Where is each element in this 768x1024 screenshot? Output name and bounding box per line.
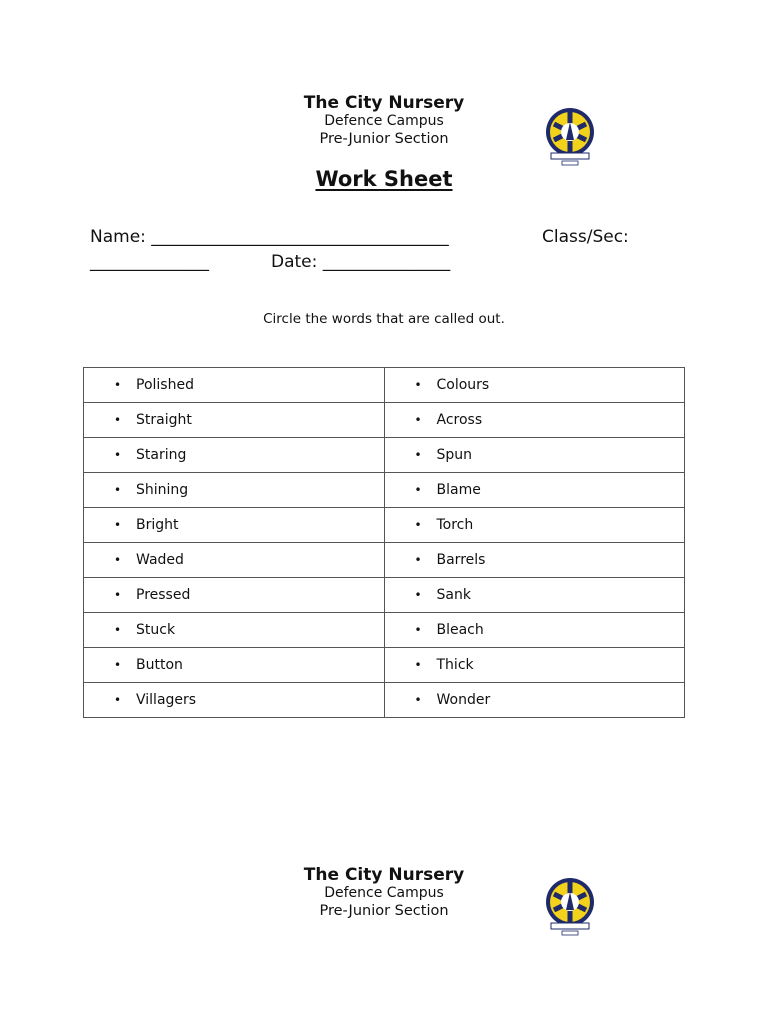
date-line: [271, 251, 450, 273]
table-cell: [84, 543, 385, 578]
bullet-icon: •: [114, 693, 122, 707]
instruction-text: Circle the words that are called out.: [263, 311, 505, 327]
class-blank: ______________: [90, 252, 209, 272]
word-item: Sank: [436, 587, 471, 603]
word-item: Bright: [136, 517, 179, 533]
word-item: Barrels: [436, 552, 486, 568]
worksheet-title: [234, 165, 534, 193]
word-item: Villagers: [136, 692, 197, 708]
bullet-icon: •: [414, 693, 422, 707]
name-blank: ___________________________________: [151, 227, 449, 247]
class-label: Class/Sec:: [542, 227, 629, 247]
table-cell: [84, 578, 385, 613]
table-cell: [384, 368, 685, 403]
table-row: [84, 578, 685, 613]
table-row: [84, 473, 685, 508]
bullet-icon: •: [114, 623, 122, 637]
table-cell: [84, 438, 385, 473]
bullet-icon: •: [414, 658, 422, 672]
table-row: [84, 438, 685, 473]
bullet-icon: •: [414, 448, 422, 462]
word-item: Staring: [136, 447, 187, 463]
table-row: [84, 368, 685, 403]
bullet-icon: •: [114, 448, 122, 462]
table-cell: [384, 508, 685, 543]
school-logo-bottom: [544, 876, 596, 938]
word-item: Thick: [436, 657, 474, 673]
word-item: Button: [136, 657, 183, 673]
table-row: [84, 613, 685, 648]
bullet-icon: •: [414, 623, 422, 637]
class-blank-line: [90, 251, 209, 273]
table-row: [84, 683, 685, 718]
table-cell: [384, 578, 685, 613]
table-row: [84, 648, 685, 683]
word-item: Torch: [436, 517, 474, 533]
word-item: Stuck: [136, 622, 176, 638]
bullet-icon: •: [114, 413, 122, 427]
table-cell: [384, 613, 685, 648]
school-name: The City Nursery: [303, 865, 465, 885]
bullet-icon: •: [114, 588, 122, 602]
date-label: Date:: [271, 252, 318, 272]
bullet-icon: •: [114, 483, 122, 497]
date-blank: _______________: [322, 252, 451, 272]
class-label-line: [542, 226, 629, 248]
bullet-icon: •: [414, 413, 422, 427]
bullet-icon: •: [414, 483, 422, 497]
bullet-icon: •: [414, 518, 422, 532]
table-row: [84, 508, 685, 543]
word-item: Colours: [436, 377, 490, 393]
table-cell: [84, 368, 385, 403]
word-item: Bleach: [436, 622, 484, 638]
bullet-icon: •: [414, 378, 422, 392]
word-item: Shining: [136, 482, 189, 498]
table-cell: [384, 543, 685, 578]
word-item: Waded: [136, 552, 184, 568]
table-cell: [384, 403, 685, 438]
section-name: Pre-Junior Section: [319, 131, 449, 147]
word-table: [83, 367, 685, 718]
table-cell: [84, 473, 385, 508]
word-item: Wonder: [436, 692, 491, 708]
table-row: [84, 403, 685, 438]
table-cell: [384, 648, 685, 683]
word-item: Spun: [436, 447, 473, 463]
word-item: Across: [436, 412, 483, 428]
table-cell: [84, 403, 385, 438]
table-cell: [384, 473, 685, 508]
name-label: Name:: [90, 227, 146, 247]
table-row: [84, 543, 685, 578]
bullet-icon: •: [414, 553, 422, 567]
table-cell: [84, 648, 385, 683]
bullet-icon: •: [114, 378, 122, 392]
worksheet-title-text: Work Sheet: [315, 167, 453, 191]
bullet-icon: •: [414, 588, 422, 602]
bullet-icon: •: [114, 658, 122, 672]
word-item: Straight: [136, 412, 192, 428]
table-cell: [84, 613, 385, 648]
table-cell: [384, 683, 685, 718]
school-logo-top: [544, 106, 596, 168]
school-header-top: [234, 93, 534, 148]
word-item: Blame: [436, 482, 481, 498]
table-cell: [384, 438, 685, 473]
word-item: Polished: [136, 377, 194, 393]
campus-name: Defence Campus: [324, 885, 444, 901]
name-line: [90, 226, 449, 248]
table-cell: [84, 683, 385, 718]
section-name: Pre-Junior Section: [319, 903, 449, 919]
school-name: The City Nursery: [303, 93, 465, 113]
bullet-icon: •: [114, 553, 122, 567]
table-cell: [84, 508, 385, 543]
word-item: Pressed: [136, 587, 191, 603]
bullet-icon: •: [114, 518, 122, 532]
school-header-bottom: [234, 865, 534, 920]
campus-name: Defence Campus: [324, 113, 444, 129]
